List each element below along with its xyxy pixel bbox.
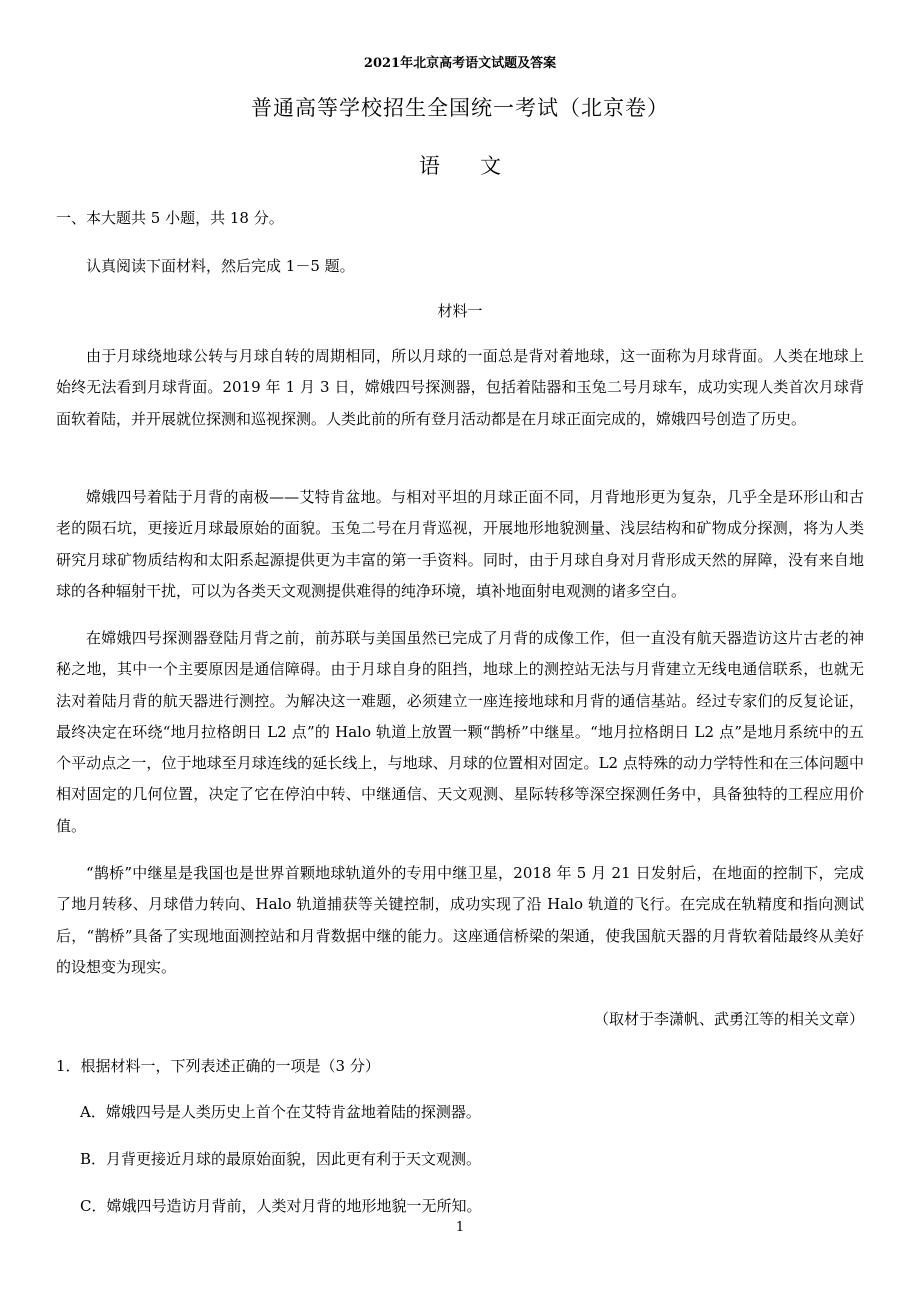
paragraph-2: 嫦娥四号着陆于月背的南极——艾特肯盆地。与相对平坦的月球正面不同，月背地形更为复杂，几乎全是环形山和古老的陨石坑，更接近月球最原始的面貌。玉兔二号在月背巡视，开展地形地貌测量、浅层结构和矿物成分探测，将为人类研究月球矿物质结构和太阳系起源提供更为丰富的第一手资料。同时，由于月球自身对月背形成天然的屏障，没有来自地球的各种辐射干扰，可以为各类天文观测提供难得的纯净环境，填补地面射电观测的诸多空白。 [56,488,864,600]
document-header: 2021年北京高考语文试题及答案 [363,56,557,71]
material-title: 材料一 [437,302,483,320]
option-a: A．嫦娥四号是人类历史上首个在艾特肯盆地着陆的探测器。 [80,1103,481,1121]
exam-title: 普通高等学校招生全国统一考试（北京卷） [251,96,669,120]
question-stem: 1．根据材料一，下列表述正确的一项是（3 分） [56,1057,380,1075]
section-heading: 一、本大题共 5 小题，共 18 分。 [56,209,284,227]
paragraph-1: 由于月球绕地球公转与月球自转的周期相同，所以月球的一面总是背对着地球，这一面称为月球背面。人类在地球上始终无法看到月球背面。2019 年 1 月 3 日，嫦娥四号探测器，包括着陆器和玉兔二号月球车，成功实现人类首次月球背面软着陆，并开展就位探测和巡视探测。人类此前的所有登月活动都是在月球正面完成的，嫦娥四号创造了历史。 [56,347,864,428]
instruction-text: 认真阅读下面材料，然后完成 1－5 题。 [86,257,355,275]
option-b: B．月背更接近月球的最原始面貌，因此更有利于天文观测。 [80,1150,482,1168]
page-number: 1 [455,1220,465,1235]
option-c: C．嫦娥四号造访月背前，人类对月背的地形地貌一无所知。 [80,1197,482,1215]
source-citation: （取材于李潇帆、武勇江等的相关文章） [593,1010,864,1028]
paragraph-3: 在嫦娥四号探测器登陆月背之前，前苏联与美国虽然已完成了月背的成像工作，但一直没有航天器造访这片古老的神秘之地，其中一个主要原因是通信障碍。由于月球自身的阻挡，地球上的测控站无法与月背建立无线电通信联系，也就无法对着陆月背的航天器进行测控。为解决这一难题，必须建立一座连接地球和月背的通信基站。经过专家们的反复论证，最终决定在环绕“地月拉格朗日 L2 点”的 Halo 轨道上放置一颗“鹊桥”中继星。“地月拉格朗日 L2 点”是地月系统中的五个平动点之一，位于地球至月球连线的延长线上，与地球、月球的位置相对固定。L2 点特殊的动力学特性和在三体问题中相对固定的几何位置，决定了它在停泊中转、中继通信、天文观测、星际转移等深空探测任务中，具备独特的工程应用价值。 [56,629,864,835]
paragraph-4: “鹊桥”中继星是我国也是世界首颗地球轨道外的专用中继卫星，2018 年 5 月 21 日发射后，在地面的控制下，完成了地月转移、月球借力转向、Halo 轨道捕获等关键控制，成功实现了沿 Halo 轨道的飞行。在完成在轨精度和指向测试后，“鹊桥”具备了实现地面测控站和月背数据中继的能力。这座通信桥梁的架通，使我国航天器的月背软着陆最终从美好的设想变为现实。 [56,864,864,976]
subject-title: 语文 [419,154,541,178]
